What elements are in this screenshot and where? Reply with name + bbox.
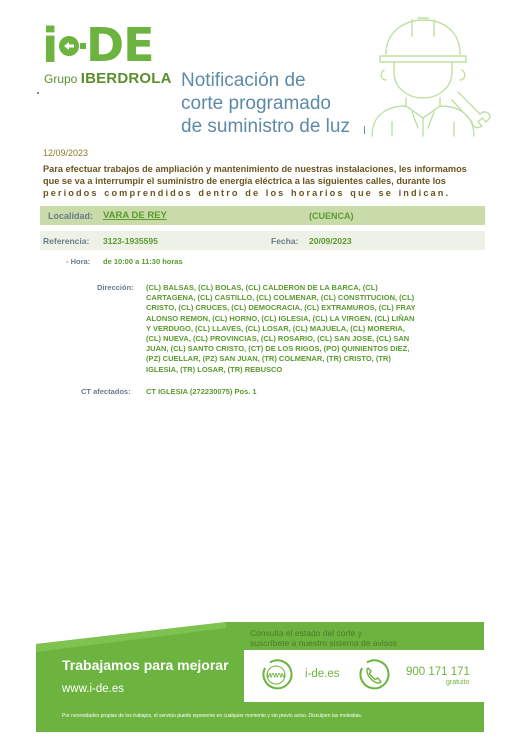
footer-disclaimer: Por necesidades propias de los trabajos, el servicio puede reponerse en cualquier momento y sin previo aviso. Disculpen las molestias. [62,713,363,719]
footer-www-link[interactable]: i-de.es [305,668,340,680]
logo-grupo-iberdrola [44,72,172,86]
globe-www-icon [259,658,293,692]
province-value: (CUENCA) [309,211,354,221]
intro-line: que se va a interrumpir el suministro de energía eléctrica a las siguientes calles, durante los [43,176,446,186]
address-line: ALONSO REMON, (CL) HORNO, (CL) IGLESIA, (CL) LA VIRGEN, (CL) LIÑAN [146,313,415,323]
address-list [146,283,476,375]
logo-letter-i: i [42,18,59,74]
address-line: (PZ) CUELLAR, (PZ) SAN JUAN, (TR) COLMENAR, (TR) CRISTO, (TR) [146,354,391,364]
worker-helmet-icon [354,14,504,139]
notice-date: 12/09/2023 [43,148,89,158]
footer-consulta-text: Consulta el estado del corte y suscríbete a nuestro sistema de avisos [250,628,397,648]
address-line: CRISTO, (CL) CRUCES, (CL) DEMOCRACIA, (CL) EXTRAMUROS, (CL) FRAY [146,303,416,313]
footer-web-link[interactable]: www.i-de.es [62,683,124,695]
document-title: Notificación de corte programado de suministro de luz [181,70,350,137]
www-badge-text: WWW [266,672,286,680]
footer-slogan: Trabajamos para mejorar [62,657,229,673]
address-line: IGLESIA, (TR) LOSAR, (TR) REBUSCO [146,364,283,374]
address-line: JUAN, (CL) SANTO CRISTO, (CT) DE LOS RIGOS, (PO) QUINIENTOS DIEZ, [146,344,410,354]
date-value: 20/09/2023 [309,236,352,246]
phone-icon [356,658,390,692]
logo-de: DE [86,18,154,72]
address-line: Y VERDUGO, (CL) LLAVES, (CL) LOSAR, (CL) MAJUELA, (CL) MORERIA, [146,323,405,333]
ct-value: CT IGLESIA (272230075) Pos. 1 [146,387,257,396]
time-label: - Hora: [66,257,91,266]
locality-link[interactable]: VARA DE REY [103,210,167,221]
date-label: Fecha: [271,236,299,246]
footer-phone-note: gratuito [446,679,470,686]
address-line: (CL) NUEVA, (CL) PROVINCIAS, (CL) ROSARIO, (CL) SAN JOSE, (CL) SAN [146,334,410,344]
ct-label: CT afectados: [81,387,131,396]
locality-label: Localidad: [48,211,94,221]
address-label: Dirección: [97,283,134,292]
divider-tick [37,92,39,94]
reference-label: Referencia: [43,236,90,246]
intro-paragraph [43,163,483,199]
logo-iberdrola-text: IBERDROLA [80,70,172,87]
address-line: CARTAGENA, (CL) CASTILLO, (CL) COLMENAR, (CL) CONSTITUCION, (CL) [146,293,415,303]
reference-value: 3123-1935595 [103,236,158,246]
address-line: (CL) BALSAS, (CL) BOLAS, (CL) CALDERON DE LA BARCA, (CL) [146,283,378,292]
intro-line: Para efectuar trabajos de ampliación y mantenimiento de nuestras instalaciones, les informamos [43,164,467,174]
logo-grupo-text: Grupo [44,72,78,86]
intro-line: periodos comprendidos dentro de los horarios que se indican. [43,188,451,198]
time-value: de 10:00 a 11:30 horas [103,257,183,266]
leaf-arrows-icon [59,36,79,56]
footer-phone-number[interactable]: 900 171 171 [406,666,470,678]
